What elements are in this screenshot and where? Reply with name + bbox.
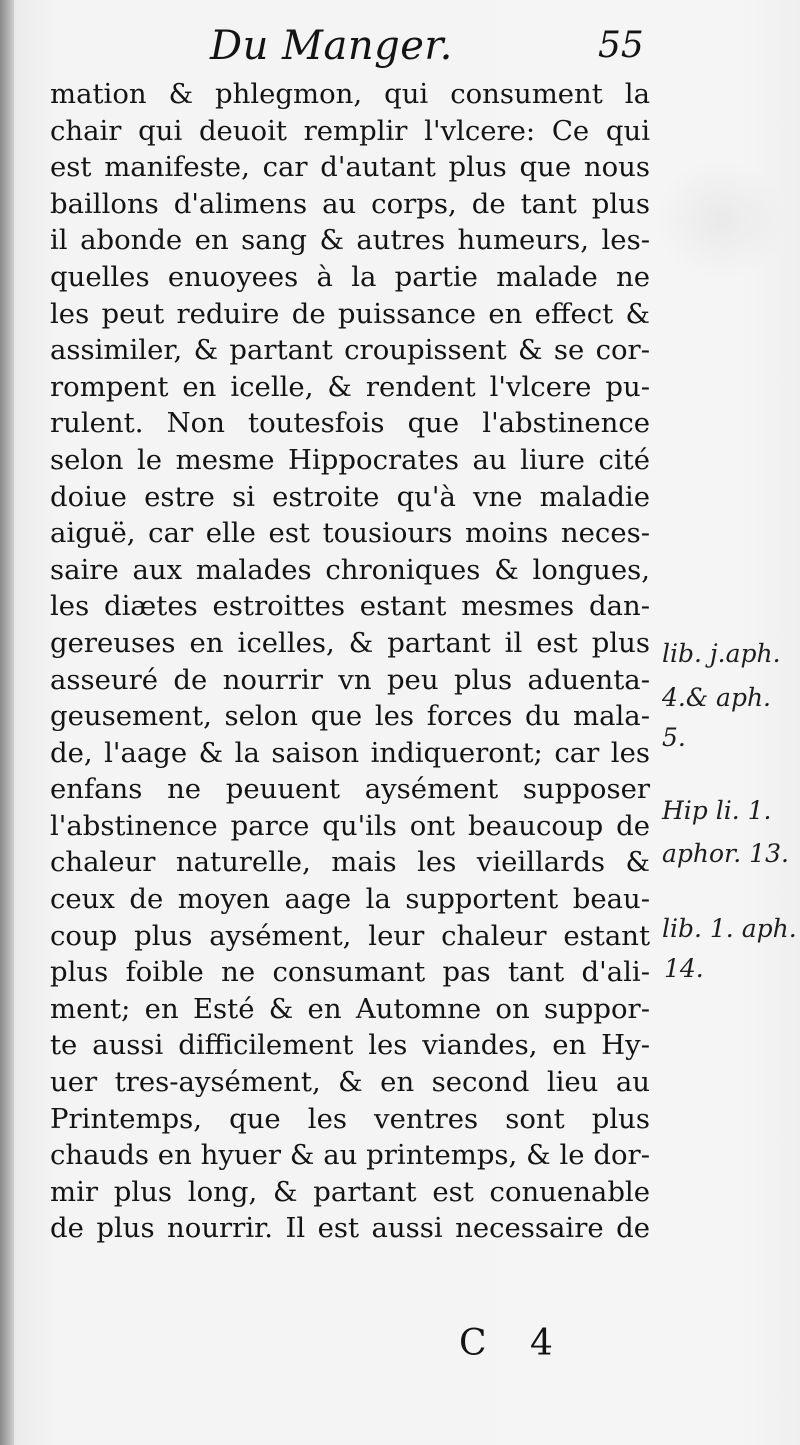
text-line: aiguë, car elle est tousiours moins neces-: [50, 517, 650, 550]
text-line: les peut reduire de puissance en effect &: [50, 297, 650, 330]
signature-mark: C 4: [459, 1323, 553, 1364]
margin-note-reference: 5.: [662, 723, 686, 752]
text-line: coup plus aysément, leur chaleur estant: [50, 919, 650, 952]
text-line: te aussi difficilement les viandes, en Hy-: [50, 1029, 650, 1062]
text-line: l'abstinence parce qu'ils ont beaucoup de: [50, 809, 650, 842]
show-through-mark: [656, 160, 786, 280]
text-line: chair qui deuoit remplir l'vlcere: Ce qui: [50, 114, 650, 147]
text-line: rulent. Non toutesfois que l'abstinence: [50, 407, 650, 440]
text-line: ment; en Esté & en Automne on suppor-: [50, 992, 650, 1025]
text-line: ceux de moyen aage la supportent beau-: [50, 883, 650, 916]
text-line: chauds en hyuer & au printemps, & le dor-: [50, 1139, 650, 1172]
text-line: mation & phlegmon, qui consument la: [50, 78, 650, 110]
gutter-shadow: [0, 0, 14, 1445]
text-line: les diætes estroittes estant mesmes dan-: [50, 590, 650, 623]
margin-note-reference: Hip li. 1.: [662, 796, 772, 825]
text-line: selon le mesme Hippocrates au liure cité: [50, 443, 650, 476]
text-line: gereuses en icelles, & partant il est plus: [50, 626, 650, 659]
page-number: 55: [598, 25, 644, 66]
body-text: [50, 76, 650, 1247]
text-line: baillons d'alimens au corps, de tant plus: [50, 187, 650, 220]
text-line: est manifeste, car d'autant plus que nous: [50, 151, 650, 184]
margin-note-reference: 4.& aph.: [662, 683, 772, 712]
text-line: quelles enuoyees à la partie malade ne: [50, 260, 650, 293]
text-line: Printemps, que les ventres sont plus: [50, 1102, 650, 1135]
text-line: uer tres-aysément, & en second lieu au: [50, 1066, 650, 1099]
text-line: saire aux malades chroniques & longues,: [50, 553, 650, 586]
text-line: asseuré de nourrir vn peu plus aduenta-: [50, 663, 650, 696]
text-line: il abonde en sang & autres humeurs, les-: [50, 224, 650, 257]
text-line: plus foible ne consumant pas tant d'ali-: [50, 956, 650, 989]
text-line: assimiler, & partant croupissent & se cor-: [50, 334, 650, 367]
running-title: Du Manger.: [210, 23, 453, 69]
text-line: enfans ne peuuent aysément supposer: [50, 773, 650, 806]
text-line: rompent en icelle, & rendent l'vlcere pu-: [50, 370, 650, 403]
margin-note-reference: lib. j.aph.: [662, 639, 781, 668]
margin-note-reference: lib. 1. aph.: [662, 914, 797, 943]
text-line: mir plus long, & partant est conuenable: [50, 1175, 650, 1208]
text-line: geusement, selon que les forces du mala-: [50, 700, 650, 733]
margin-note-reference: 14.: [664, 954, 704, 983]
margin-note-reference: aphor. 13.: [662, 839, 789, 868]
text-line: doiue estre si estroite qu'à vne maladie: [50, 480, 650, 513]
text-line: chaleur naturelle, mais les vieillards &: [50, 846, 650, 879]
text-line: de, l'aage & la saison indiqueront; car les: [50, 736, 650, 769]
text-line: de plus nourrir. Il est aussi necessaire de: [50, 1212, 650, 1245]
